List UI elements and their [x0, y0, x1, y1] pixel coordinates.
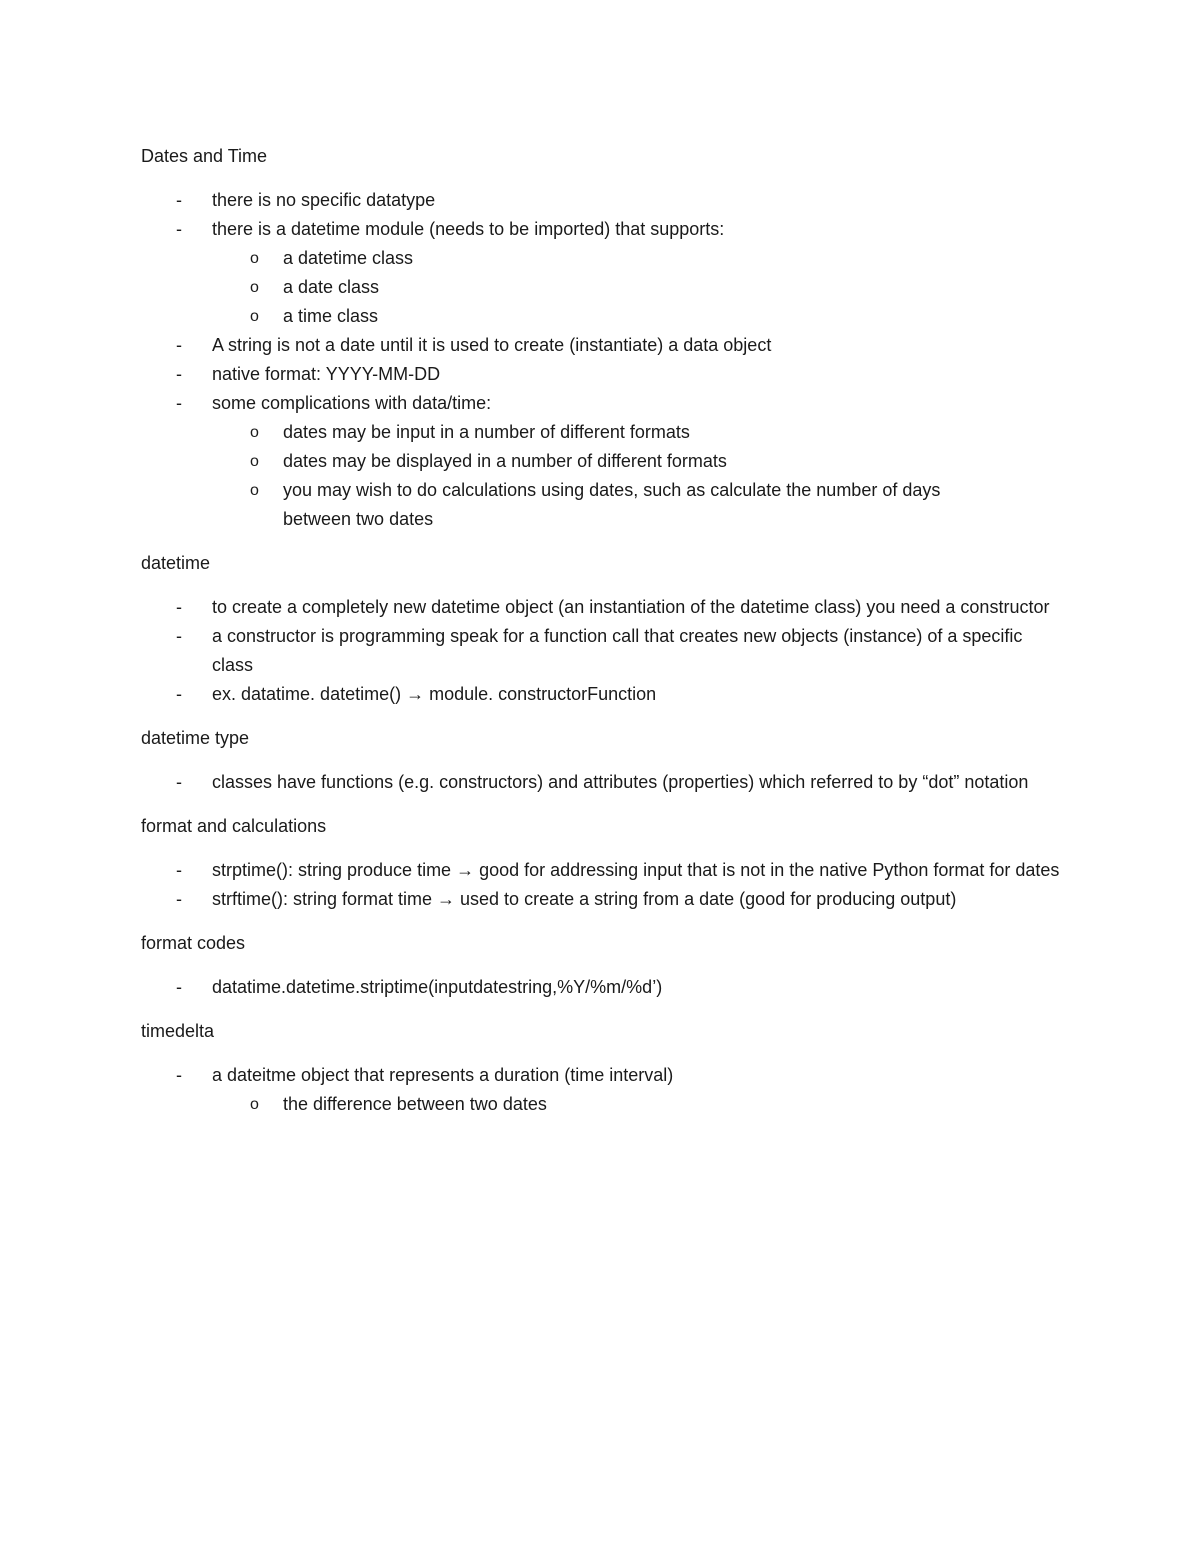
list-item-text: A string is not a date until it is used to create (instantiate) a data object — [212, 335, 772, 355]
list-item-text: strftime(): string format time → used to create a string from a date (good for producing output) — [212, 889, 957, 909]
sub-list-item — [212, 476, 1003, 534]
section-format-codes — [141, 929, 1061, 1002]
document-content — [141, 142, 1061, 1119]
circle-marker: o — [250, 453, 259, 470]
list-item-text: some complications with data/time: — [212, 393, 492, 413]
section-heading: timedelta — [141, 1021, 215, 1041]
dash-marker: - — [176, 597, 182, 617]
circle-marker: o — [250, 250, 259, 267]
circle-marker: o — [250, 424, 259, 441]
section-datetime-type — [141, 724, 1061, 797]
dash-marker: - — [176, 889, 182, 909]
sub-list-item-text: dates may be input in a number of different formats — [283, 422, 690, 442]
sub-list-item-text: dates may be displayed in a number of different formats — [283, 451, 727, 471]
section-heading: Dates and Time — [141, 146, 268, 166]
sub-list-item — [212, 302, 1003, 331]
sub-bullet-list — [212, 1090, 1061, 1119]
circle-marker: o — [250, 1096, 259, 1113]
list-item — [141, 1061, 1061, 1119]
sub-list-item-text: a date class — [283, 277, 380, 297]
list-item — [141, 885, 1061, 914]
list-item-text: there is no specific datatype — [212, 190, 436, 210]
list-item — [141, 360, 1061, 389]
bullet-list — [141, 768, 1061, 797]
dash-marker: - — [176, 190, 182, 210]
list-item — [141, 593, 1061, 622]
list-item — [141, 331, 1061, 360]
list-item — [141, 622, 1061, 680]
list-item — [141, 186, 1061, 215]
list-item-text: datatime.datetime.striptime(inputdatestring,%Y/%m/%d’) — [212, 977, 663, 997]
dash-marker: - — [176, 219, 182, 239]
section-dates-and-time — [141, 142, 1061, 534]
list-item — [141, 856, 1061, 885]
dash-marker: - — [176, 860, 182, 880]
section-datetime — [141, 549, 1061, 709]
list-item-text: ex. datatime. datetime() → module. constructorFunction — [212, 684, 657, 704]
list-item — [141, 389, 1061, 534]
list-item-text: classes have functions (e.g. constructors) and attributes (properties) which referred to by “dot” notation — [212, 772, 1029, 792]
sub-list-item — [212, 1090, 1003, 1119]
list-item-text: there is a datetime module (needs to be imported) that supports: — [212, 219, 725, 239]
circle-marker: o — [250, 482, 259, 499]
bullet-list — [141, 593, 1061, 709]
sub-bullet-list — [212, 244, 1061, 331]
sub-list-item-text: a time class — [283, 306, 379, 326]
section-heading: format codes — [141, 933, 246, 953]
dash-marker: - — [176, 772, 182, 792]
dash-marker: - — [176, 335, 182, 355]
sub-list-item — [212, 418, 1003, 447]
sub-list-item — [212, 244, 1003, 273]
sub-list-item — [212, 273, 1003, 302]
list-item — [141, 768, 1061, 797]
section-heading: datetime — [141, 553, 211, 573]
bullet-list — [141, 1061, 1061, 1119]
dash-marker: - — [176, 626, 182, 646]
sub-list-item-text: the difference between two dates — [283, 1094, 547, 1114]
dash-marker: - — [176, 393, 182, 413]
list-item — [141, 680, 1061, 709]
section-format-and-calculations — [141, 812, 1061, 914]
sub-list-item-text: a datetime class — [283, 248, 414, 268]
circle-marker: o — [250, 279, 259, 296]
list-item — [141, 973, 1061, 1002]
list-item-text: native format: YYYY-MM-DD — [212, 364, 441, 384]
bullet-list — [141, 973, 1061, 1002]
dash-marker: - — [176, 977, 182, 997]
section-timedelta — [141, 1017, 1061, 1119]
bullet-list — [141, 186, 1061, 534]
list-item — [141, 215, 1061, 331]
bullet-list — [141, 856, 1061, 914]
dash-marker: - — [176, 364, 182, 384]
circle-marker: o — [250, 308, 259, 325]
dash-marker: - — [176, 684, 182, 704]
section-heading: datetime type — [141, 728, 250, 748]
sub-bullet-list — [212, 418, 1061, 534]
section-heading: format and calculations — [141, 816, 327, 836]
list-item-text: a dateitme object that represents a duration (time interval) — [212, 1065, 674, 1085]
dash-marker: - — [176, 1065, 182, 1085]
sub-list-item-text: you may wish to do calculations using dates, such as calculate the number of days between two dates — [283, 480, 941, 529]
list-item-text: to create a completely new datetime object (an instantiation of the datetime class) you need a constructor — [212, 597, 1050, 617]
list-item-text: a constructor is programming speak for a function call that creates new objects (instance) of a specific class — [212, 626, 1023, 675]
sub-list-item — [212, 447, 1003, 476]
list-item-text: strptime(): string produce time → good for addressing input that is not in the native Python format for dates — [212, 860, 1060, 880]
